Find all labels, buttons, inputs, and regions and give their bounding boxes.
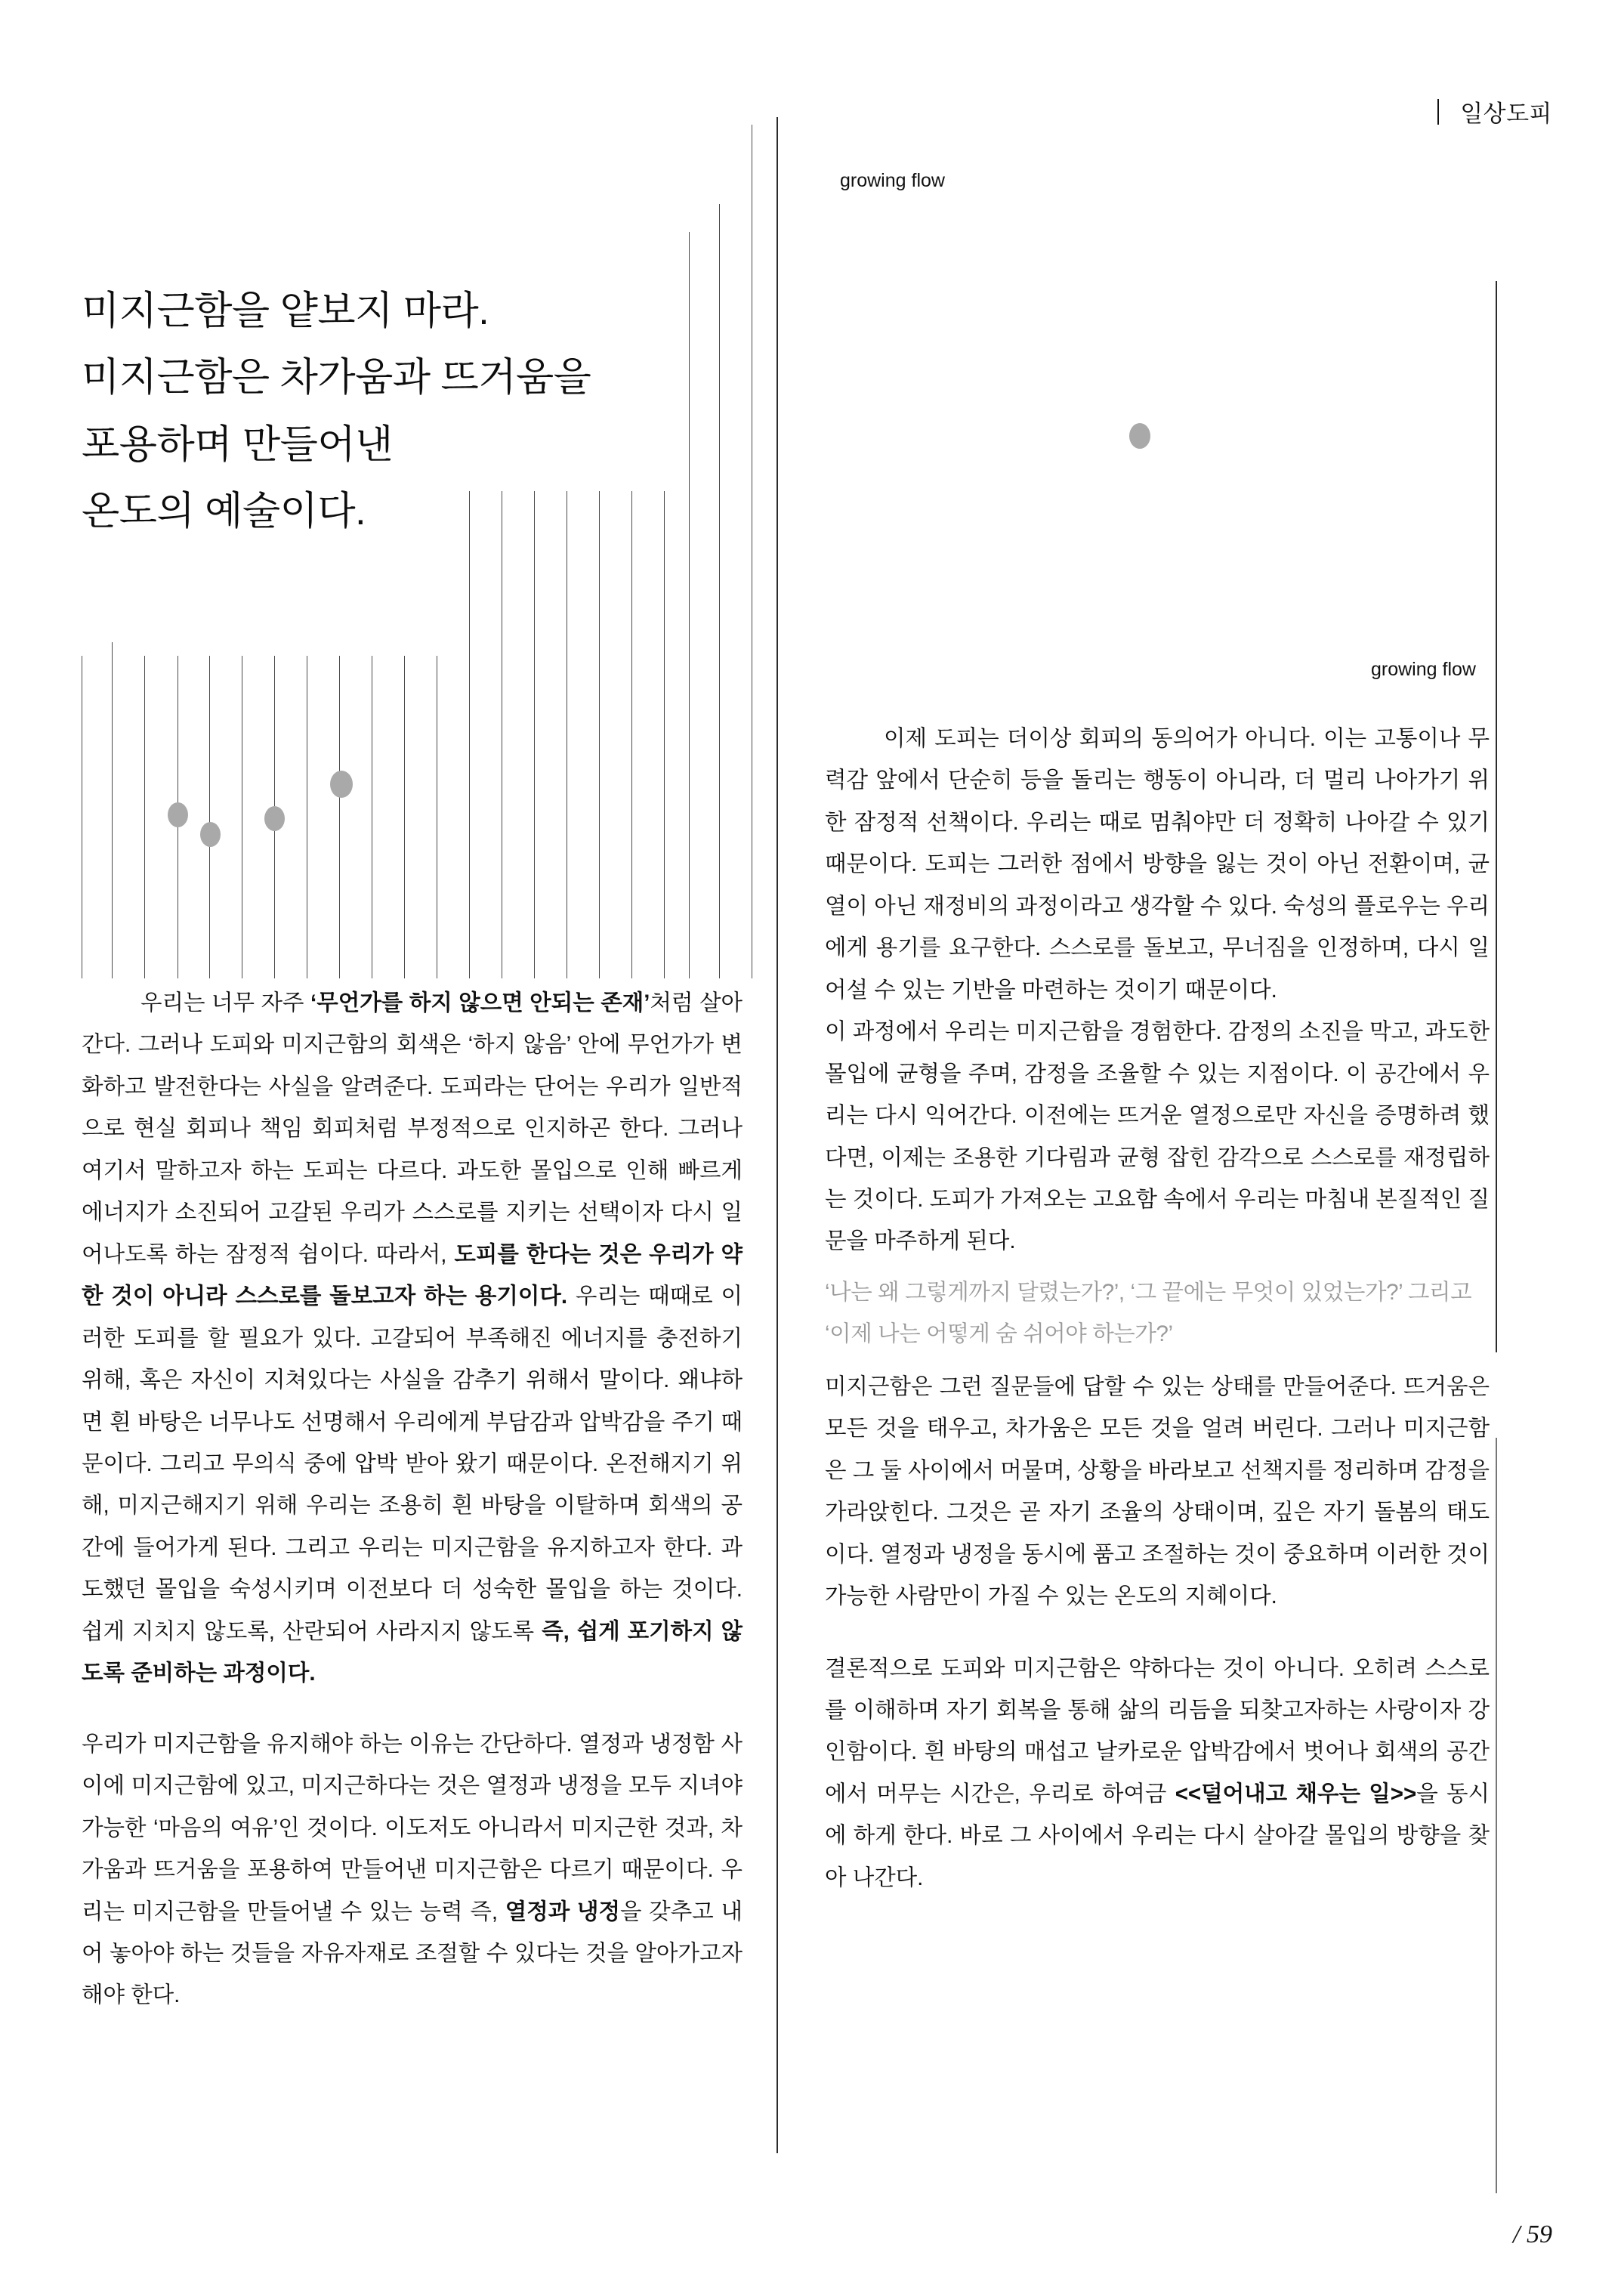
growing-flow-label-top: growing flow	[840, 170, 945, 191]
decorative-vertical-line	[404, 656, 405, 978]
decorative-vertical-line	[144, 656, 145, 978]
paragraph	[825, 1366, 1490, 1618]
decorative-dot	[330, 771, 353, 798]
decorative-vertical-line	[469, 491, 470, 978]
body-text: 우리는 때때로 이러한 도피를 할 필요가 있다. 고갈되어 부족해진 에너지를 충전하기 위해, 혹은 자신이 지쳐있다는 사실을 감추기 위해서 말이다. 왜냐하면 흰 바탕은 너무나도 선명해서 우리에게 부담감과 압박감을 주기 때문이다. 그리고 무의식 중에 압박 받아 왔기 때문이다. 온전해지기 위해, 미지근해지기 위해 우리는 조용히 흰 바탕을 이탈하며 회색의 공간에 들어가게 된다. 그리고 우리는 미지근함을 유지하고자 한다. 과도했던 몰입을 숙성시키며 이전보다 더 성숙한 몰입을 하는 것이다. 쉽게 지치지 않도록, 산란되어 사라지지 않도록	[82, 1284, 743, 1644]
decorative-dot	[264, 806, 285, 831]
header-bar-divider	[1437, 99, 1439, 125]
decorative-vertical-line	[664, 491, 665, 978]
page-title-line: 미지근함은 차가움과 뜨거움을	[82, 356, 591, 400]
decorative-dot	[1129, 423, 1150, 449]
decorative-dot	[200, 822, 221, 847]
paragraph	[825, 1272, 1490, 1355]
decorative-dot	[168, 802, 188, 827]
emphasis-text: ‘무언가를 하지 않으면 안되는 존재’	[310, 990, 650, 1015]
page-title	[82, 278, 746, 545]
paragraph	[82, 982, 743, 1695]
page-header	[1437, 94, 1552, 128]
body-text: 우리는 너무 자주	[140, 990, 311, 1015]
column-divider-right-bottom	[1496, 1438, 1497, 2193]
paragraph	[82, 1723, 743, 2016]
emphasis-text: 즉, 쉽게 포기하지 않도록 준비하는 과정이다.	[82, 1618, 743, 1686]
body-text: ‘나는 왜 그렇게까지 달렸는가?’, ‘그 끝에는 무엇이 있었는가?’ 그리고 ‘이제 나는 어떻게 숨 쉬어야 하는가?’	[825, 1279, 1472, 1347]
body-text: 우리가 미지근함을 유지해야 하는 이유는 간단하다. 열정과 냉정함 사이에 미지근함에 있고, 미지근하다는 것은 열정과 냉정을 모두 지녀야 가능한 ‘마음의 여유’인 것이다. 이도저도 아니라서 미지근한 것과, 차가움과 뜨거움을 포용하여 만들어낸 미지근함은 다르기 때문이다. 우리는 미지근함을 만들어낼 수 있는 능력 즉,	[82, 1731, 743, 1924]
body-text: 을 동시에 하게 한다. 바로 그 사이에서 우리는 다시 살아갈 몰입의 방향을 찾아 나간다.	[825, 1781, 1490, 1890]
column-divider-center	[776, 117, 778, 2153]
emphasis-text: 열정과 냉정	[505, 1899, 621, 1924]
emphasis-text: <<덜어내고 채우는 일>>	[1175, 1781, 1417, 1806]
decorative-vertical-line	[599, 491, 600, 978]
growing-flow-label-mid: growing flow	[1371, 659, 1476, 680]
column-divider-right-top	[1496, 281, 1497, 1352]
decorative-vertical-line	[339, 656, 340, 978]
decorative-vertical-line	[274, 656, 275, 978]
decorative-vertical-line	[534, 491, 535, 978]
decorative-vertical-line	[112, 642, 113, 978]
paragraph	[825, 718, 1490, 1011]
body-text: 결론적으로 도피와 미지근함은 약하다는 것이 아니다. 오히려 스스로를 이해하며 자기 회복을 통해 삶의 리듬을 되찾고자하는 사랑이자 강인함이다. 흰 바탕의 매섭고 날카로운 압박감에서 벗어나 회색의 공간에서 머무는 시간은, 우리로 하여금	[825, 1655, 1490, 1806]
right-text-column	[825, 718, 1490, 1899]
left-text-column	[82, 982, 743, 2016]
emphasis-text: 도피를 한다는 것은 우리가 약한 것이 아니라 스스로를 돌보고자 하는 용기이다.	[82, 1241, 743, 1309]
decorative-vertical-line	[631, 491, 632, 978]
paragraph	[825, 1648, 1490, 1899]
body-text: 이 과정에서 우리는 미지근함을 경험한다. 감정의 소진을 막고, 과도한 몰입에 균형을 주며, 감정을 조율할 수 있는 지점이다. 이 공간에서 우리는 다시 익어간다. 이전에는 뜨거운 열정으로만 자신을 증명하려 했다면, 이제는 조용한 기다림과 균형 잡힌 감각으로 스스로를 재정립하는 것이다. 도피가 가져오는 고요함 속에서 우리는 마침내 본질적인 질문을 마주하게 된다.	[825, 1019, 1490, 1254]
page-number: / 59	[1513, 2220, 1552, 2248]
page-title-line: 포용하며 만들어낸	[82, 422, 393, 467]
page-title-line: 미지근함을 얕보지 마라.	[82, 289, 489, 333]
paragraph	[825, 1011, 1490, 1262]
page-title-line: 온도의 예술이다.	[82, 490, 366, 534]
body-text: 이제 도피는 더이상 회피의 동의어가 아니다. 이는 고통이나 무력감 앞에서 단순히 등을 돌리는 행동이 아니라, 더 멀리 나아가기 위한 잠정적 선책이다. 우리는 때로 멈춰야만 더 정확히 나아갈 수 있기 때문이다. 도피는 그러한 점에서 방향을 잃는 것이 아닌 전환이며, 균열이 아닌 재정비의 과정이라고 생각할 수 있다. 숙성의 플로우는 우리에게 용기를 요구한다. 스스로를 돌보고, 무너짐을 인정하며, 다시 일어설 수 있는 기반을 마련하는 것이기 때문이다.	[825, 726, 1490, 1003]
decorative-vertical-line	[209, 656, 210, 978]
header-section-label: 일상도피	[1460, 100, 1552, 127]
body-text: 미지근함은 그런 질문들에 답할 수 있는 상태를 만들어준다. 뜨거움은 모든 것을 태우고, 차가움은 모든 것을 얼려 버린다. 그러나 미지근함은 그 둘 사이에서 머물며, 상황을 바라보고 선책지를 정리하며 감정을 가라앉힌다. 그것은 곧 자기 조율의 상태이며, 깊은 자기 돌봄의 태도이다. 열정과 냉정을 동시에 품고 조절하는 것이 중요하며 이러한 것이 가능한 사람만이 가질 수 있는 온도의 지혜이다.	[825, 1374, 1490, 1609]
body-text: 을 갖추고 내어 놓아야 하는 것들을 자유자재로 조절할 수 있다는 것을 알아가고자 해야 한다.	[82, 1899, 743, 2008]
body-text: 처럼 살아간다. 그러나 도피와 미지근함의 회색은 ‘하지 않음’ 안에 무언가가 변화하고 발전한다는 사실을 알려준다. 도피라는 단어는 우리가 일반적으로 현실 회피나 책임 회피처럼 부정적으로 인지하곤 한다. 그러나 여기서 말하고자 하는 도피는 다르다. 과도한 몰입으로 인해 빠르게 에너지가 소진되어 고갈된 우리가 스스로를 지키는 선택이자 다시 일어나도록 하는 잠정적 쉼이다. 따라서,	[82, 990, 743, 1267]
